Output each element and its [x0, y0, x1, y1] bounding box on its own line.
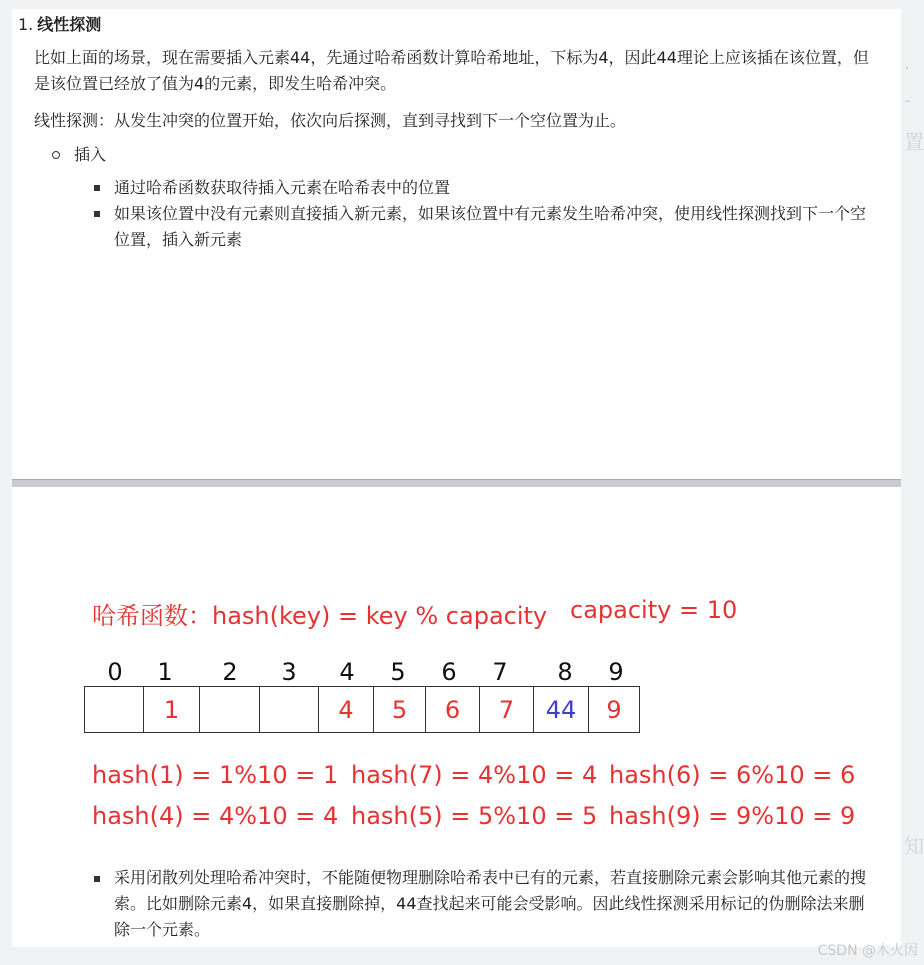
- panel-divider: [12, 479, 901, 487]
- index-label: 1: [157, 658, 173, 686]
- index-label: 0: [107, 658, 123, 686]
- hash-table-cell: 7: [479, 686, 534, 733]
- index-label: 5: [390, 658, 406, 686]
- square-bullet-icon: [94, 211, 100, 217]
- hash-table-cell-conflict: 44: [533, 686, 589, 733]
- hash-table-cell: 5: [373, 686, 426, 733]
- intro-paragraph-1: 比如上面的场景，现在需要插入元素44，先通过哈希函数计算哈希地址，下标为4，因此44理论上应该插在该位置，但是该位置已经放了值为4的元素，即发生哈希冲突。: [34, 48, 869, 93]
- index-label: 6: [441, 658, 457, 686]
- hash-table-cell: 1: [143, 686, 200, 733]
- index-label: 8: [557, 658, 573, 686]
- intro-paragraph-2: 线性探测：从发生冲突的位置开始，依次向后探测，直到寻找到下一个空位置为止。: [34, 111, 627, 130]
- insert-item-2: 如果该位置中没有元素则直接插入新元素，如果该位置中有元素发生哈希冲突，使用线性探测找到下一个空位置，插入新元素: [114, 204, 867, 249]
- index-label: 9: [608, 658, 624, 686]
- index-label: 4: [339, 658, 355, 686]
- hash-table-cell: [259, 686, 319, 733]
- hash-table-cell: 9: [588, 686, 640, 733]
- square-bullet-icon: [94, 185, 100, 191]
- capacity-label: capacity = 10: [570, 596, 738, 624]
- index-label: 2: [222, 658, 238, 686]
- hash-calc: hash(5) = 5%10 = 5: [351, 802, 598, 830]
- index-label: 7: [492, 658, 508, 686]
- hash-calc: hash(7) = 4%10 = 4: [351, 761, 598, 789]
- section-heading: [18, 12, 101, 35]
- insert-label: 插入: [74, 145, 107, 164]
- csdn-watermark: CSDN @木火因: [817, 943, 918, 959]
- delete-note: 采用闭散列处理哈希冲突时，不能随便物理删除哈希表中已有的元素，若直接删除元素会影响其他元素的搜索。比如删除元素4，如果直接删除掉，44查找起来可能会受影响。因此线性探测采用标记的伪删除法来删除一个元素。: [114, 868, 867, 939]
- hash-table-cell: [199, 686, 260, 733]
- hash-table-cell: [84, 686, 144, 733]
- index-label: 3: [281, 658, 297, 686]
- hash-function-formula: 哈希函数：hash(key) = key % capacity: [92, 602, 548, 630]
- hash-calc: hash(1) = 1%10 = 1: [92, 761, 339, 789]
- square-bullet-icon: [94, 876, 100, 882]
- section-title: 线性探测: [37, 15, 102, 34]
- circle-bullet-icon: [52, 151, 60, 159]
- hash-table-cell: 4: [318, 686, 374, 733]
- hash-table-cell: 6: [425, 686, 480, 733]
- section-number: 1.: [18, 15, 34, 34]
- hash-calc: hash(9) = 9%10 = 9: [609, 802, 856, 830]
- hash-calc: hash(4) = 4%10 = 4: [92, 802, 339, 830]
- hash-calc: hash(6) = 6%10 = 6: [609, 761, 856, 789]
- insert-item-1: 通过哈希函数获取待插入元素在哈希表中的位置: [114, 178, 451, 197]
- adjacent-page-edge: · - 置 知: [904, 56, 924, 858]
